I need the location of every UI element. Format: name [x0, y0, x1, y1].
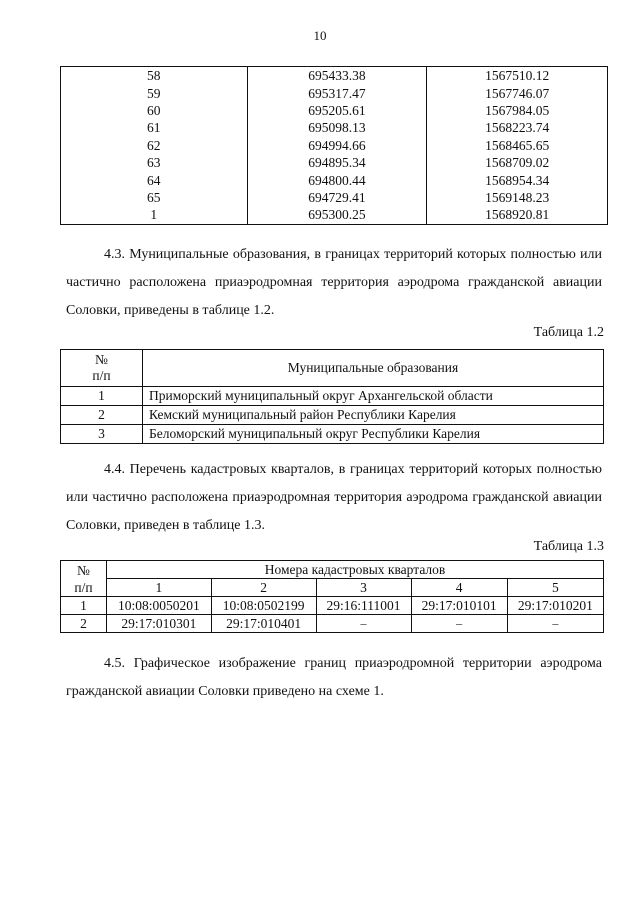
column-number: 1: [107, 579, 212, 597]
table-row: [61, 425, 604, 444]
header-num-cell: [61, 561, 107, 597]
point-number: 65: [61, 189, 248, 206]
header-num-abbr: п/п: [92, 368, 111, 383]
column-number: 2: [211, 579, 316, 597]
cadastral-number: 29:17:010101: [411, 597, 507, 615]
empty-dash: –: [507, 615, 603, 633]
cadastral-number: 10:08:0502199: [211, 597, 316, 615]
coordinate-x: 695433.38: [247, 67, 427, 85]
coordinate-y: 1567746.07: [427, 84, 608, 101]
header-num-symbol: №: [95, 352, 108, 367]
header-group-cell: Номера кадастровых кварталов: [107, 561, 604, 579]
cadastral-table: [60, 560, 604, 633]
paragraph-4-4: 4.4. Перечень кадастровых кварталов, в границах территорий которых полностью или частично расположена приаэродромная территория аэродрома гражданской авиации Соловки, приведен в таблице 1.3.: [66, 462, 602, 533]
point-number: 63: [61, 154, 248, 171]
cadastral-number: 29:16:111001: [316, 597, 411, 615]
header-num-cell: [61, 350, 143, 387]
coordinate-y: 1568920.81: [427, 206, 608, 224]
coordinate-x: 695300.25: [247, 206, 427, 224]
table-row: [61, 206, 608, 224]
point-number: 61: [61, 119, 248, 136]
table-subheader-row: [61, 579, 604, 597]
cadastral-number: 29:17:010201: [507, 597, 603, 615]
header-name-cell: Муниципальные образования: [143, 350, 604, 387]
municipality-name: Беломорский муниципальный округ Республики Карелия: [143, 425, 604, 444]
coordinate-x: 694729.41: [247, 189, 427, 206]
coordinate-x: 695205.61: [247, 102, 427, 119]
coordinate-y: 1568954.34: [427, 171, 608, 188]
page-number: 10: [313, 28, 327, 43]
municipalities-table: [60, 349, 604, 444]
paragraph-4-3: 4.3. Муниципальные образования, в границах территорий которых полностью или частично расположена приаэродромная территория аэродрома гражданской авиации Соловки, приведены в таблице 1.2.: [66, 247, 602, 318]
table-row: [61, 615, 604, 633]
coordinate-y: 1567984.05: [427, 102, 608, 119]
coordinate-y: 1569148.23: [427, 189, 608, 206]
table-row: [61, 119, 608, 136]
point-number: 59: [61, 84, 248, 101]
header-num-abbr: п/п: [74, 579, 93, 595]
table-row: [61, 171, 608, 188]
coordinate-y: 1568465.65: [427, 137, 608, 154]
coordinate-x: 694800.44: [247, 171, 427, 188]
table-row: [61, 102, 608, 119]
cadastral-number: 10:08:0050201: [107, 597, 212, 615]
column-number: 3: [316, 579, 411, 597]
table-row: [61, 154, 608, 171]
row-number: 1: [61, 597, 107, 615]
point-number: 1: [61, 206, 248, 224]
coordinate-y: 1568223.74: [427, 119, 608, 136]
point-number: 64: [61, 171, 248, 188]
paragraph-4-5: 4.5. Графическое изображение границ приаэродромной территории аэродрома гражданской авиации Соловки приведено на схеме 1.: [66, 656, 602, 699]
column-number: 5: [507, 579, 603, 597]
table-row: [61, 137, 608, 154]
table-row: [61, 406, 604, 425]
coordinate-y: 1567510.12: [427, 67, 608, 85]
coordinate-x: 694895.34: [247, 154, 427, 171]
coordinate-x: 695317.47: [247, 84, 427, 101]
table-row: [61, 189, 608, 206]
coordinate-x: 695098.13: [247, 119, 427, 136]
row-number: 3: [61, 425, 143, 444]
point-number: 60: [61, 102, 248, 119]
table-row: [61, 67, 608, 85]
column-number: 4: [411, 579, 507, 597]
table-row: [61, 387, 604, 406]
empty-dash: –: [316, 615, 411, 633]
row-number: 2: [61, 406, 143, 425]
table-row: [61, 597, 604, 615]
row-number: 2: [61, 615, 107, 633]
point-number: 58: [61, 67, 248, 85]
municipality-name: Приморский муниципальный округ Архангельской области: [143, 387, 604, 406]
table-1-2-caption: Таблица 1.2: [533, 325, 604, 340]
cadastral-number: 29:17:010301: [107, 615, 212, 633]
header-num-symbol: №: [77, 562, 90, 578]
municipality-name: Кемский муниципальный район Республики Карелия: [143, 406, 604, 425]
table-row: [61, 84, 608, 101]
row-number: 1: [61, 387, 143, 406]
table-header-row: [61, 350, 604, 387]
coordinate-y: 1568709.02: [427, 154, 608, 171]
coordinate-x: 694994.66: [247, 137, 427, 154]
empty-dash: –: [411, 615, 507, 633]
table-1-3-caption: Таблица 1.3: [533, 539, 604, 554]
point-number: 62: [61, 137, 248, 154]
cadastral-number: 29:17:010401: [211, 615, 316, 633]
table-header-row: [61, 561, 604, 579]
coordinates-table: [60, 66, 608, 225]
